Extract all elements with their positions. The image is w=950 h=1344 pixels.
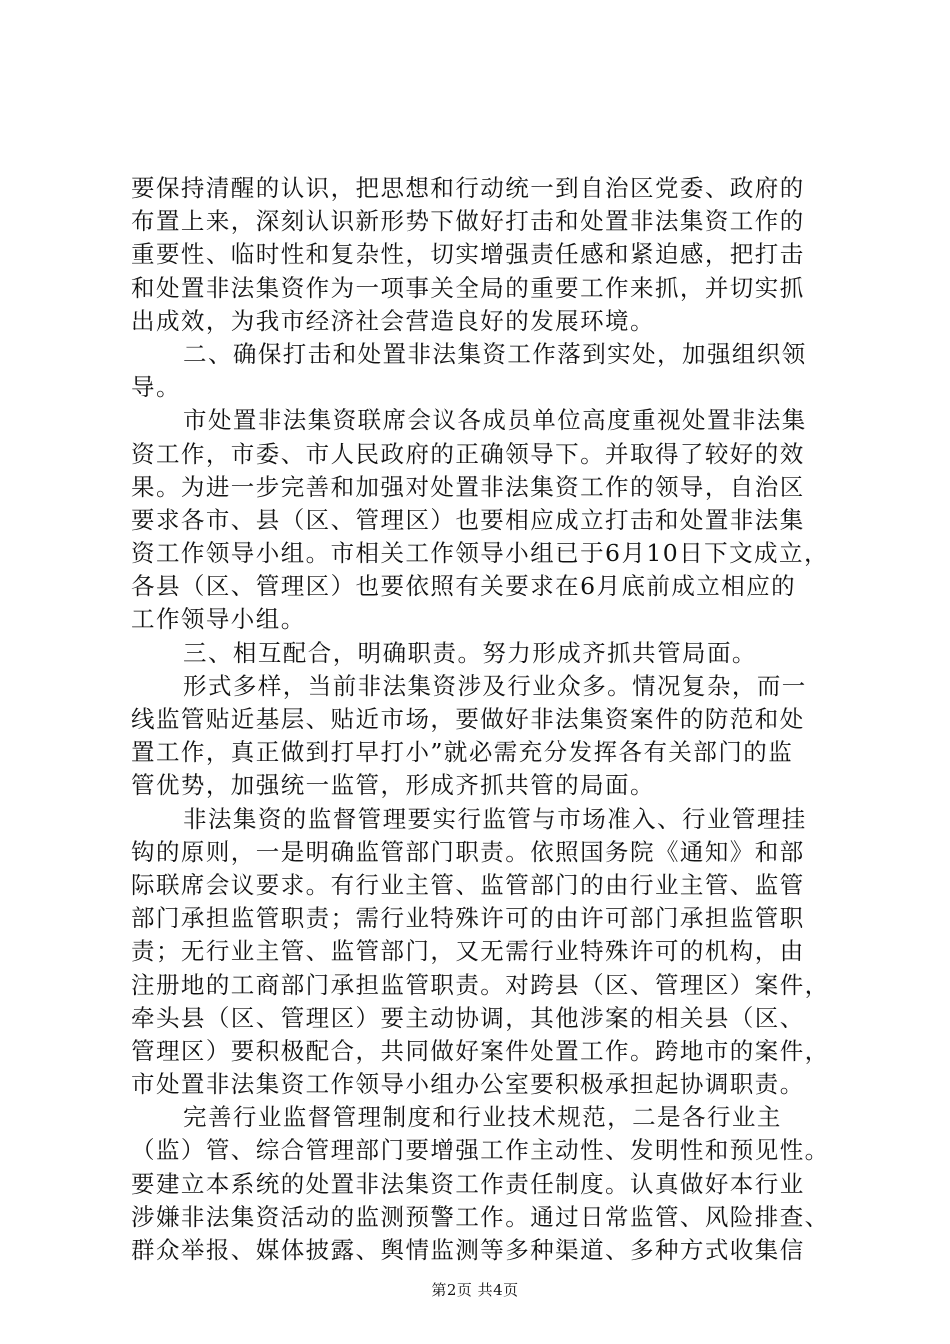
text-line: 资工作领导小组。市相关工作领导小组已于6月10日下文成立， — [131, 539, 829, 568]
text-line: 钩的原则，一是明确监管部门职责。依照国务院《通知》和部 — [131, 837, 805, 866]
text-line: 二、确保打击和处置非法集资工作落到实处，加强组织领 — [183, 339, 807, 368]
text-line: 完善行业监督管理制度和行业技术规范，二是各行业主 — [183, 1103, 782, 1132]
text-line: 责；无行业主管、监管部门，又无需行业特殊许可的机构，由 — [131, 937, 805, 966]
text-line: 各县（区、管理区）也要依照有关要求在6月底前成立相应的 — [131, 572, 797, 601]
text-line: 管理区）要积极配合，共同做好案件处置工作。跨地市的案件， — [131, 1036, 830, 1065]
text-line: 要求各市、县（区、管理区）也要相应成立打击和处置非法集 — [131, 505, 805, 534]
text-line: 工作领导小组。 — [131, 605, 306, 634]
text-line: （监）管、综合管理部门要增强工作主动性、发明性和预见性。 — [131, 1136, 830, 1165]
text-line: 重要性、临时性和复杂性，切实增强责任感和紧迫感，把打击 — [131, 240, 805, 269]
text-line: 市处置非法集资工作领导小组办公室要积极承担起协调职责。 — [131, 1070, 805, 1099]
text-line: 三、相互配合，明确职责。努力形成齐抓共管局面。 — [183, 638, 757, 667]
text-line: 要建立本系统的处置非法集资工作责任制度。认真做好本行业 — [131, 1169, 805, 1198]
paragraph — [131, 1101, 843, 1267]
text-line: 注册地的工商部门承担监管职责。对跨县（区、管理区）案件， — [131, 970, 830, 999]
text-line: 导。 — [131, 373, 181, 402]
text-line: 部门承担监管职责；需行业特殊许可的由许可部门承担监管职 — [131, 904, 805, 933]
text-line: 非法集资的监督管理要实行监管与市场准入、行业管理挂 — [183, 804, 807, 833]
text-line: 果。为进一步完善和加强对处置非法集资工作的领导，自治区 — [131, 472, 805, 501]
text-line: 市处置非法集资联席会议各成员单位高度重视处置非法集 — [183, 406, 807, 435]
page-footer: 第2页 共4页 — [431, 1281, 519, 1299]
text-line: 出成效，为我市经济社会营造良好的发展环境。 — [131, 306, 655, 335]
text-line: 线监管贴近基层、贴近市场，要做好非法集资案件的防范和处 — [131, 705, 805, 733]
text-line: 形式多样，当前非法集资涉及行业众多。情况复杂，而一 — [183, 671, 807, 700]
text-line: 际联席会议要求。有行业主管、监管部门的由行业主管、监管 — [131, 870, 805, 899]
text-line: 置工作，真正做到打早打小”就必需充分发挥各有关部门的监 — [131, 738, 794, 767]
paragraph — [131, 670, 843, 803]
paragraph — [131, 803, 843, 1102]
text-line: 牵头县（区、管理区）要主动协调，其他涉案的相关县（区、 — [131, 1003, 805, 1032]
text-line: 群众举报、媒体披露、舆情监测等多种渠道、多种方式收集信 — [131, 1236, 805, 1264]
text-line: 要保持清醒的认识，把思想和行动统一到自治区党委、政府的 — [131, 174, 805, 202]
text-line: 和处置非法集资作为一项事关全局的重要工作来抓，并切实抓 — [131, 273, 805, 302]
text-line: 管优势，加强统一监管，形成齐抓共管的局面。 — [131, 771, 655, 800]
text-line: 涉嫌非法集资活动的监测预警工作。通过日常监管、风险排查、 — [131, 1202, 830, 1231]
paragraph — [131, 404, 843, 636]
text-line: 布置上来，深刻认识新形势下做好打击和处置非法集资工作的 — [131, 207, 805, 236]
text-line: 资工作，市委、市人民政府的正确领导下。并取得了较好的效 — [131, 439, 805, 468]
paragraph — [131, 172, 843, 338]
document-body — [131, 172, 843, 1267]
paragraph — [131, 637, 843, 670]
paragraph — [131, 338, 843, 404]
